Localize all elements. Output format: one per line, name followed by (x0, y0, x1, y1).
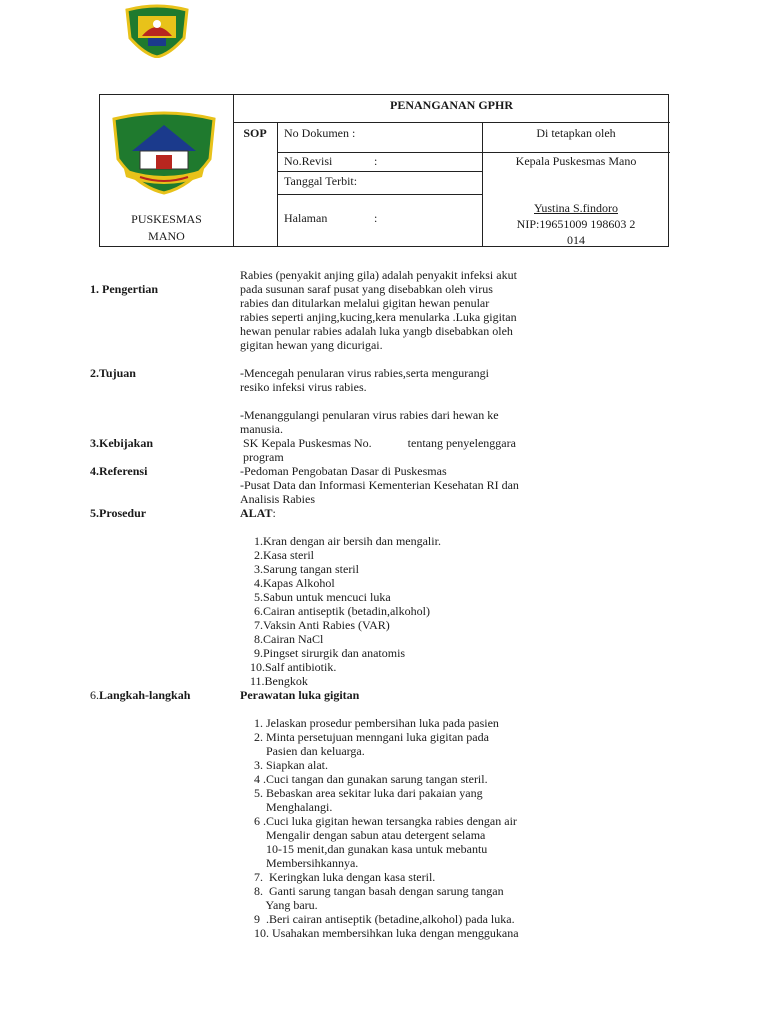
step-item: 3. Siapkan alat. (254, 758, 328, 772)
revision-label: No.Revisi (284, 154, 333, 168)
document-title: PENANGANAN GPHR (390, 98, 513, 112)
signer-name: Yustina S.findoro (534, 201, 618, 215)
sop-label: SOP (243, 126, 267, 140)
section-label-langkah (90, 688, 190, 703)
tools-heading-colon: : (272, 506, 276, 520)
section-label-prosedur: 5.Prosedur (90, 506, 147, 520)
step-item: 7. Keringkan luka dengan kasa steril. (254, 870, 436, 884)
regency-emblem-top (124, 4, 190, 58)
section-label-referensi: 4.Referensi (90, 464, 148, 478)
revision-colon: : (374, 154, 378, 168)
step-item: 10. Usahakan membersihkan luka dengan menggukana (254, 926, 519, 940)
tool-item: 6.Cairan antiseptik (betadin,alkohol) (254, 604, 430, 618)
tool-item: 10.Salf antibiotik. (250, 660, 337, 674)
section-label-pengertian: 1. Pengertian (90, 282, 158, 296)
tools-heading (240, 506, 276, 520)
organization-cell (100, 95, 233, 248)
step-item: 9 .Beri cairan antiseptik (betadine,alkohol) pada luka. (254, 912, 515, 926)
tools-heading-text: ALAT (240, 506, 273, 520)
step-item: 2. Minta persetujuan menngani luka gigitan pada Pasien dan keluarga. (254, 730, 489, 758)
step-item: 1. Jelaskan prosedur pembersihan luka pada pasien (254, 716, 499, 730)
section-label-langkah-text: Langkah-langkah (99, 688, 191, 702)
step-item: 4 .Cuci tangan dan gunakan sarung tangan steril. (254, 772, 488, 786)
step-item: 6 .Cuci luka gigitan hewan tersangka rabies dengan air Mengalir dengan sabun atau detergent selama 10-15 menit,dan gunakan kasa untuk mebantu Membersihkannya. (254, 814, 517, 870)
section-text-kebijakan: SK Kepala Puskesmas No. tentang penyelenggara program (243, 436, 516, 464)
org-name-line1: PUSKESMAS (131, 212, 202, 226)
section-label-tujuan: 2.Tujuan (90, 366, 136, 380)
tool-item: 1.Kran dengan air bersih dan mengalir. (254, 534, 441, 548)
org-name-line2: MANO (148, 229, 185, 243)
wound-care-heading: Perawatan luka gigitan (240, 688, 360, 702)
tool-item: 7.Vaksin Anti Rabies (VAR) (254, 618, 390, 632)
tool-item: 8.Cairan NaCl (254, 632, 324, 646)
issue-date-label: Tanggal Terbit: (284, 174, 358, 188)
tool-item: 9.Pingset sirurgik dan anatomis (254, 646, 406, 660)
section-text-pengertian: Rabies (penyakit anjing gila) adalah penyakit infeksi akut pada susunan saraf pusat yang disebabkan oleh virus rabies dan ditularkan melalui gigitan hewan penular rabies seperti anjing,kucing,kera menularka .Luka gigitan hewan penular rabies adalah luka yangb disebabkan oleh gigitan hewan yang dicurigai. (240, 268, 517, 352)
regency-emblem (110, 111, 218, 195)
tool-item: 11.Bengkok (250, 674, 308, 688)
tool-item: 4.Kapas Alkohol (254, 576, 335, 590)
document-number-label: No Dokumen : (284, 126, 356, 140)
section-text-tujuan-2: -Menanggulangi penularan virus rabies dari hewan ke manusia. (240, 408, 499, 436)
tool-item: 3.Sarung tangan steril (254, 562, 359, 576)
section-number-langkah: 6. (90, 688, 99, 702)
step-item: 5. Bebaskan area sekitar luka dari pakaian yang Menghalangi. (254, 786, 483, 814)
tool-item: 2.Kasa steril (254, 548, 314, 562)
sop-header-table (99, 94, 669, 247)
step-item: 8. Ganti sarung tangan basah dengan sarung tangan Yang baru. (254, 884, 504, 912)
signer-nip: NIP:19651009 198603 2 (516, 217, 636, 231)
section-text-referensi: -Pedoman Pengobatan Dasar di Puskesmas -Pusat Data dan Informasi Kementerian Kesehatan RI dan Analisis Rabies (240, 464, 519, 506)
section-text-tujuan-1: -Mencegah penularan virus rabies,serta mengurangi resiko infeksi virus rabies. (240, 366, 489, 394)
page-label: Halaman (284, 211, 328, 225)
page-colon: : (374, 211, 378, 225)
section-label-kebijakan: 3.Kebijakan (90, 436, 154, 450)
signer-nip-cont: 014 (567, 233, 585, 247)
head-title: Kepala Puskesmas Mano (515, 154, 637, 168)
established-by: Di tetapkan oleh (536, 126, 616, 140)
tool-item: 5.Sabun untuk mencuci luka (254, 590, 391, 604)
